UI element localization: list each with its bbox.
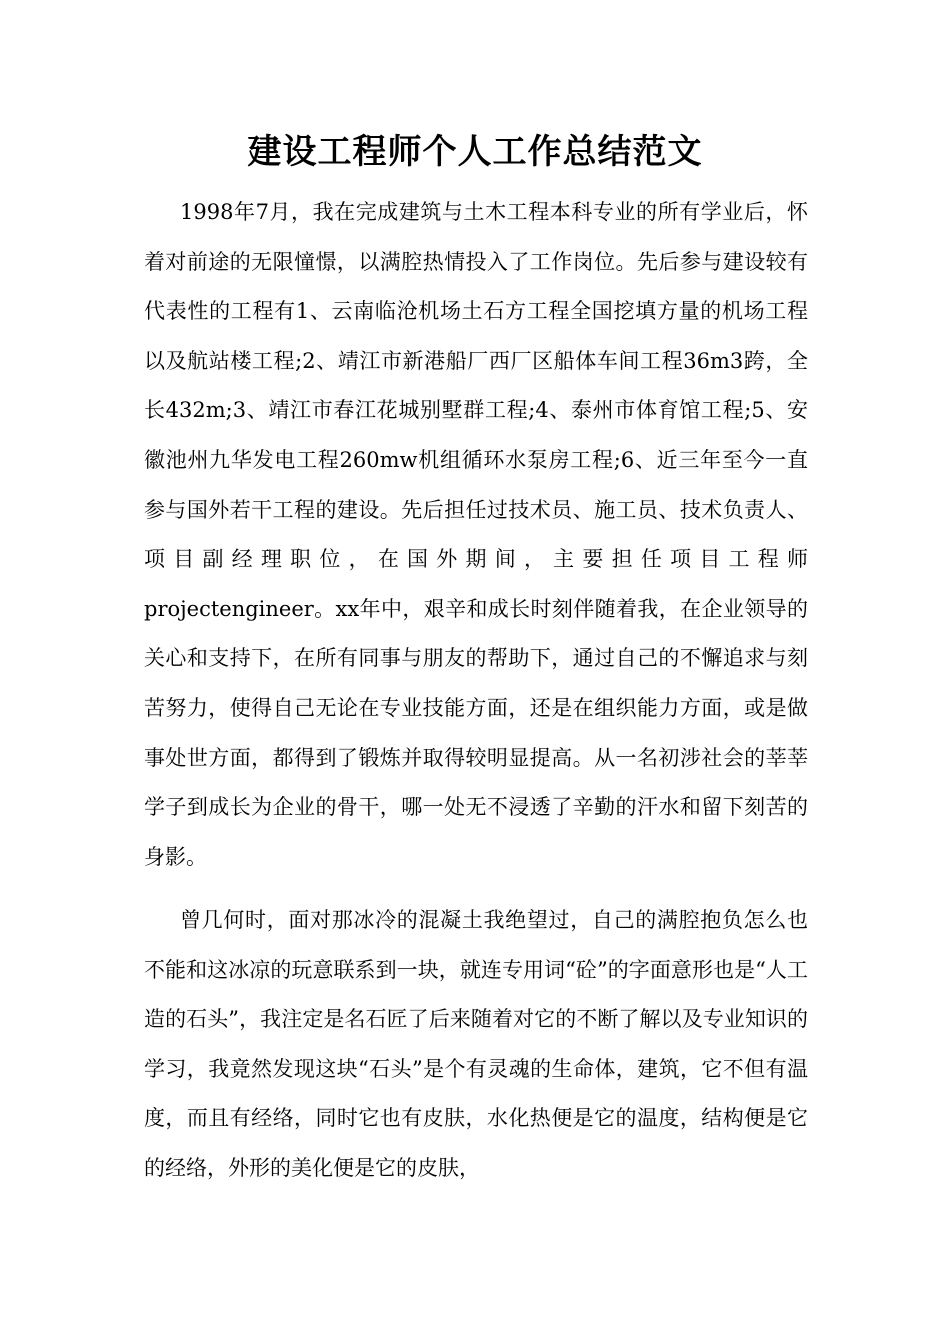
document-title: 建设工程师个人工作总结范文 — [247, 132, 703, 172]
paragraph-1: 1998年7月，我在完成建筑与土木工程本科专业的所有学业后，怀着对前途的无限憧憬，以满腔热情投入了工作岗位。先后参与建设较有代表性的工程有1、云南临沧机场土石方工程全国挖填方量的机场工程以及航站楼工程;2、靖江市新港船厂西厂区船体车间工程36m3跨，全长432m;3、靖江市春江花城别墅群工程;4、泰州市体育馆工程;5、安徽池州九华发电工程260mw机组循环水泵房工程;6、近三年至今一直参与国外若干工程的建设。先后担任过技术员、施工员、技术负责人、项目副经理职位，在国外期间，主要担任项目工程师projectengineer。xx年中，艰辛和成长时刻伴随着我，在企业领导的关心和支持下，在所有同事与朋友的帮助下，通过自己的不懈追求与刻苦努力，使得自己无论在专业技能方面，还是在组织能力方面，或是做事处世方面，都得到了锻炼并取得较明显提高。从一名初涉社会的莘莘学子到成长为企业的骨干，哪一处无不浸透了辛勤的汗水和留下刻苦的身影。 — [144, 200, 808, 869]
paragraph-2: 曾几何时，面对那冰冷的混凝土我绝望过，自己的满腔抱负怎么也不能和这冰凉的玩意联系到一块，就连专用词“砼”的字面意形也是“人工造的石头”，我注定是名石匠了后来随着对它的不断了解以及专业知识的学习，我竟然发现这块“石头”是个有灵魂的生命体，建筑，它不但有温度，而且有经络，同时它也有皮肤，水化热便是它的温度，结构便是它的经络，外形的美化便是它的皮肤， — [144, 908, 808, 1180]
